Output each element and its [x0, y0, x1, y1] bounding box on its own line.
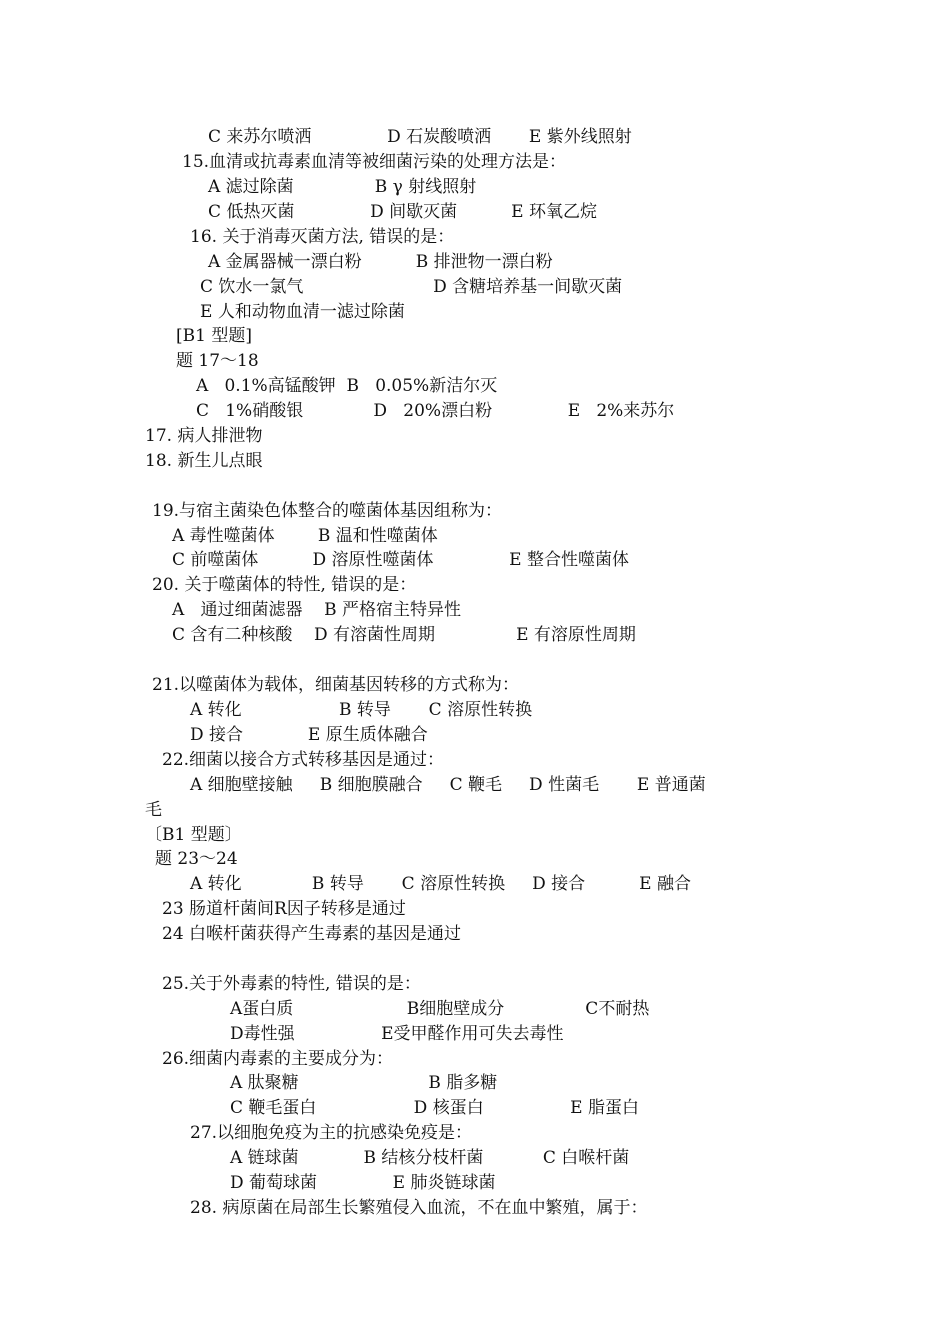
q22-question: 22.细菌以接合方式转移基因是通过：: [162, 750, 445, 770]
q21-question: 21.以噬菌体为载体，细菌基因转移的方式称为：: [152, 675, 520, 695]
q19-options-cde: C 前噬菌体 D 溶原性噬菌体 E 整合性噬菌体: [172, 550, 629, 570]
q16-options-ab: A 金属器械一漂白粉 B 排泄物一漂白粉: [208, 252, 553, 272]
q19-question: 19.与宿主菌染色体整合的噬菌体基因组称为：: [152, 501, 503, 521]
q15-options-cde: C 低热灭菌 D 间歇灭菌 E 环氧乙烷: [208, 202, 597, 222]
q22-options: A 细胞壁接触 B 细胞膜融合 C 鞭毛 D 性菌毛 E 普通菌: [190, 775, 706, 795]
q15-options-ab: A 滤过除菌 B γ 射线照射: [208, 177, 477, 197]
section-b1-heading: [B1 型题]: [176, 326, 252, 346]
q17-item: 17. 病人排泄物: [145, 426, 263, 446]
q25-question: 25.关于外毒素的特性, 错误的是：: [162, 974, 421, 994]
q26-options-cde: C 鞭毛蛋白 D 核蛋白 E 脂蛋白: [230, 1098, 639, 1118]
q14-options-cde: C 来苏尔喷洒 D 石炭酸喷洒 E 紫外线照射: [208, 127, 632, 147]
q16-question: 16. 关于消毒灭菌方法, 错误的是：: [190, 227, 455, 247]
q25-options-de: D毒性强 E受甲醛作用可失去毒性: [230, 1024, 564, 1044]
q24-item: 24 白喉杆菌获得产生毒素的基因是通过: [162, 924, 462, 944]
q20-question: 20. 关于噬菌体的特性, 错误的是：: [152, 575, 417, 595]
q16-option-e: E 人和动物血清一滤过除菌: [200, 302, 405, 322]
group-23-24-heading: 题 23～24: [155, 849, 238, 869]
group-17-18-heading: 题 17～18: [176, 351, 259, 371]
q23-item: 23 肠道杆菌间R因子转移是通过: [162, 899, 406, 919]
q26-question: 26.细菌内毒素的主要成分为：: [162, 1049, 394, 1069]
q25-options-abc: A蛋白质 B细胞壁成分 C不耐热: [230, 999, 650, 1019]
group-23-24-options: A 转化 B 转导 C 溶原性转换 D 接合 E 融合: [190, 874, 691, 894]
q27-question: 27.以细胞免疫为主的抗感染免疫是：: [190, 1123, 473, 1143]
q27-options-abc: A 链球菌 B 结核分枝杆菌 C 白喉杆菌: [230, 1148, 630, 1168]
q21-options-de: D 接合 E 原生质体融合: [190, 725, 428, 745]
q15-question: 15.血清或抗毒素血清等被细菌污染的处理方法是：: [182, 152, 567, 172]
q27-options-de: D 葡萄球菌 E 肺炎链球菌: [230, 1173, 496, 1193]
q20-options-cde: C 含有二种核酸 D 有溶菌性周期 E 有溶原性周期: [172, 625, 636, 645]
group-17-18-options-cde: C 1%硝酸银 D 20%漂白粉 E 2%来苏尔: [196, 401, 675, 421]
q22-options-wrap: 毛: [145, 800, 162, 820]
q16-options-cd: C 饮水一氯气 D 含糖培养基一间歇灭菌: [200, 277, 623, 297]
section-b1-heading-2: 〔B1 型题〕: [145, 825, 242, 845]
q20-options-ab: A 通过细菌滤器 B 严格宿主特异性: [172, 600, 461, 620]
q28-question: 28. 病原菌在局部生长繁殖侵入血流，不在血中繁殖，属于：: [190, 1198, 648, 1218]
q21-options-abc: A 转化 B 转导 C 溶原性转换: [190, 700, 533, 720]
q26-options-ab: A 肽聚糖 B 脂多糖: [230, 1073, 498, 1093]
group-17-18-options-ab: A 0.1%高锰酸钾 B 0.05%新洁尔灭: [196, 376, 498, 396]
q19-options-ab: A 毒性噬菌体 B 温和性噬菌体: [172, 526, 438, 546]
q18-item: 18. 新生儿点眼: [145, 451, 263, 471]
